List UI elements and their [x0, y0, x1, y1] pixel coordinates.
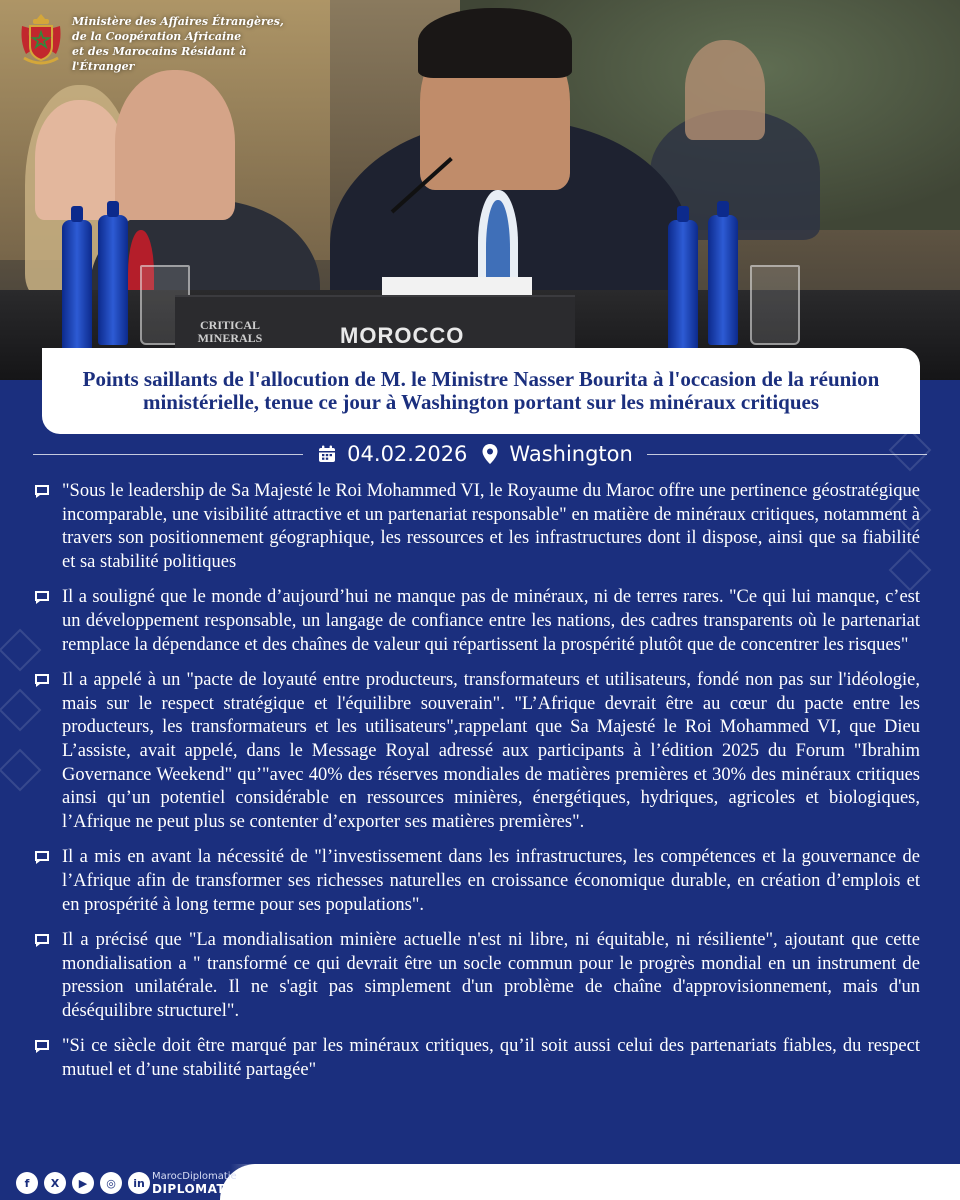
list-item-text: Il a appelé à un "pacte de loyauté entre producteurs, transformateurs et utilisateurs, fondé non pas sur l'idéologie, mais sur le respect stratégique et l'équilibre souverain". "L’Afrique devrait être au cœur du pacte entre les producteurs, les transformateurs et les utilisateurs",rappelant que Sa Majesté le Roi Mohammed VI, que Dieu L’assiste, avait appelé, dans le Message Royal adressé aux participants à l’édition 2025 du Forum "Ibrahim Governance Weekend" qu’"avec 40% des réserves mondiales de matières premières et 30% des minéraux critiques ainsi qu’un potentiel considérable en ressources minières, énergétiques, hydriques, agricoles et biologiques, l’Afrique ne peut plus se contenter d’exporter ses matières premières".: [62, 670, 920, 832]
list-item-text: "Sous le leadership de Sa Majesté le Roi Mohammed VI, le Royaume du Maroc offre une pertinence géostratégique incomparable, une visibilité attractive et un partenariat responsable" en matière de minéraux critiques, notamment à travers son positionnement géographique, les ressources et les infrastructures dont il dispose, ainsi que sa fiabilité et sa stabilité politiques: [62, 481, 920, 572]
title-card: [42, 348, 920, 434]
speech-bubble-icon: [34, 484, 50, 499]
speech-bubble-icon: [34, 590, 50, 605]
list-item: [32, 480, 920, 574]
speech-bubble-icon: [34, 673, 50, 688]
water-bottle: [98, 215, 128, 345]
list-item: [32, 1035, 920, 1082]
date: [317, 442, 467, 466]
speech-bubble-icon: [34, 933, 50, 948]
date-location-bar: [0, 436, 960, 472]
list-item-text: Il a précisé que "La mondialisation minière actuelle n'est ni libre, ni équitable, ni résiliente", ajoutant que cette mondialisation a " transformé ce qui devrait être un socle commun pour le progrès mondial en un instrument de pression unilatérale. Il ne s'agit pas simplement d'un problème de chaîne d'approvisionnement, mais d'un déséquilibre structurel".: [62, 930, 920, 1021]
ministry-line: Ministère des Affaires Étrangères,: [72, 15, 284, 28]
website-link[interactable]: DIPLOMATIE.MA: [152, 1182, 267, 1196]
social-handle[interactable]: MarocDiplomatie: [152, 1171, 237, 1182]
location-pin-icon: [481, 443, 499, 465]
nameplate-event: CRITICAL MINERALS: [197, 318, 263, 345]
list-item-text: "Si ce siècle doit être marqué par les minéraux critiques, qu’il soit aussi celui des partenariats fiables, du respect mutuel et d’une stabilité partagée": [62, 1036, 920, 1081]
footer-handle: [152, 1171, 266, 1195]
x-icon[interactable]: X: [44, 1172, 66, 1194]
list-item: [32, 586, 920, 657]
divider-line: [647, 454, 927, 455]
calendar-icon: [317, 444, 337, 464]
list-item-text: Il a souligné que le monde d’aujourd’hui ne manque pas de minéraux, ni de terres rares. "Ce qui lui manque, c’est un développement responsable, un langage de confiance entre les nations, des cadres transparents où le partenariat remplace la dépendance et des chaînes de valeur qui répartissent la prospérité plutôt que de concentrer les risques": [62, 587, 920, 655]
page-title: Points saillants de l'allocution de M. le Ministre Nasser Bourita à l'occasion de la réunion ministérielle, tenue ce jour à Washington portant sur les minéraux critiques: [82, 367, 880, 414]
divider-line: [33, 454, 303, 455]
location-text: Washington: [509, 442, 633, 466]
list-item: [32, 669, 920, 834]
facebook-icon[interactable]: f: [16, 1172, 38, 1194]
instagram-icon[interactable]: ◎: [100, 1172, 122, 1194]
water-bottle: [668, 220, 698, 350]
ministry-name: [72, 14, 292, 74]
date-text: 04.02.2026: [347, 442, 468, 466]
location: [481, 442, 632, 466]
speech-bubble-icon: [34, 850, 50, 865]
water-bottle: [708, 215, 738, 345]
list-item-text: Il a mis en avant la nécessité de "l’investissement dans les infrastructures, les compétences et la gouvernance de l’Afrique afin de transformer ses richesses naturelles en croissance économique durable, en création d’emplois et en prospérité à long terme pour ses populations".: [62, 847, 920, 915]
linkedin-icon[interactable]: in: [128, 1172, 150, 1194]
highlights-list: [32, 480, 920, 1095]
water-glass: [750, 265, 800, 345]
list-item: [32, 846, 920, 917]
ministry-line: et des Marocains Résidant à l'Étranger: [72, 45, 247, 73]
coat-of-arms-logo: [16, 12, 66, 68]
water-bottle: [62, 220, 92, 350]
photo-person-left-head: [115, 70, 235, 220]
list-item: [32, 929, 920, 1023]
ministry-line: de la Coopération Africaine: [72, 30, 242, 43]
youtube-icon[interactable]: ▶: [72, 1172, 94, 1194]
photo-minister-hair: [418, 8, 572, 78]
social-links: [16, 1172, 150, 1194]
photo-person-background-head: [685, 40, 765, 140]
speech-bubble-icon: [34, 1039, 50, 1054]
nameplate-country: MOROCCO: [340, 323, 465, 348]
